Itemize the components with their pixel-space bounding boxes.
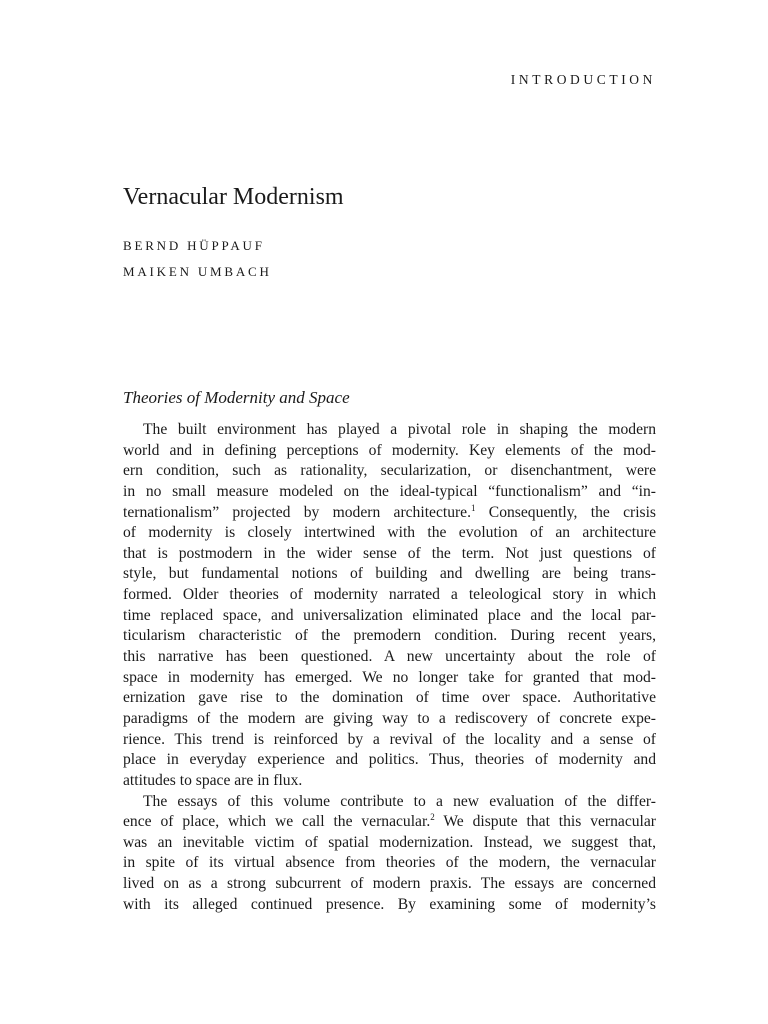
body-text [123,420,656,915]
text-line: time replaced space, and universalization eliminated place and the local par- [123,606,656,624]
author-name: MAIKEN UMBACH [123,264,272,279]
text-line: with its alleged continued presence. By examining some of modernity’s [123,895,656,913]
text-line: in no small measure modeled on the ideal-typical “functionalism” and “in- [123,482,656,500]
text-line: ticularism characteristic of the premodern condition. During recent years, [123,627,656,645]
text-line: was an inevitable victim of spatial modernization. Instead, we suggest that, [123,833,656,851]
running-head: INTRODUCTION [510,72,656,87]
chapter-title: Vernacular Modernism [123,184,344,210]
text-line: ern condition, such as rationality, secularization, or disenchantment, were [123,462,656,480]
text-fragment: ence of place, which we call the vernacular. [123,813,431,831]
text-line: rience. This trend is reinforced by a revival of the locality and a sense of [123,730,656,748]
text-line: attitudes to space are in flux. [123,771,303,789]
text-line: style, but fundamental notions of building and dwelling are being trans- [123,565,656,583]
text-line: ernization gave rise to the domination of time over space. Authoritative [123,689,656,707]
text-line: this narrative has been questioned. A new uncertainty about the role of [123,648,656,666]
text-line: formed. Older theories of modernity narrated a teleological story in which [123,586,656,604]
text-line: world and in defining perceptions of modernity. Key elements of the mod- [123,441,656,459]
text-line-with-note [123,812,656,833]
section-heading: Theories of Modernity and Space [123,388,350,407]
text-line: The built environment has played a pivotal role in shaping the modern [143,421,656,438]
text-line: place in everyday experience and politics. Thus, theories of modernity and [123,751,656,769]
text-line: of modernity is closely intertwined with the evolution of an architecture [123,524,656,542]
author-name: BERND HÜPPAUF [123,238,265,253]
footnote-marker[interactable]: 1 [471,502,476,513]
text-line: lived on as a strong subcurrent of modern praxis. The essays are concerned [123,875,656,893]
text-fragment: We dispute that this vernacular [434,813,656,831]
text-line: space in modernity has emerged. We no longer take for granted that mod- [123,668,656,686]
text-line: The essays of this volume contribute to a new evaluation of the differ- [143,792,656,810]
author-list [123,233,272,285]
text-line: that is postmodern in the wider sense of the term. Not just questions of [123,544,656,562]
text-line: paradigms of the modern are giving way to a rediscovery of concrete expe- [123,709,656,727]
text-line-with-note [123,503,656,524]
footnote-marker[interactable]: 2 [430,812,435,823]
text-fragment: ternationalism” projected by modern architecture. [123,503,472,521]
text-line: in spite of its virtual absence from theories of the modern, the vernacular [123,854,656,872]
text-fragment: Consequently, the crisis [475,503,656,521]
